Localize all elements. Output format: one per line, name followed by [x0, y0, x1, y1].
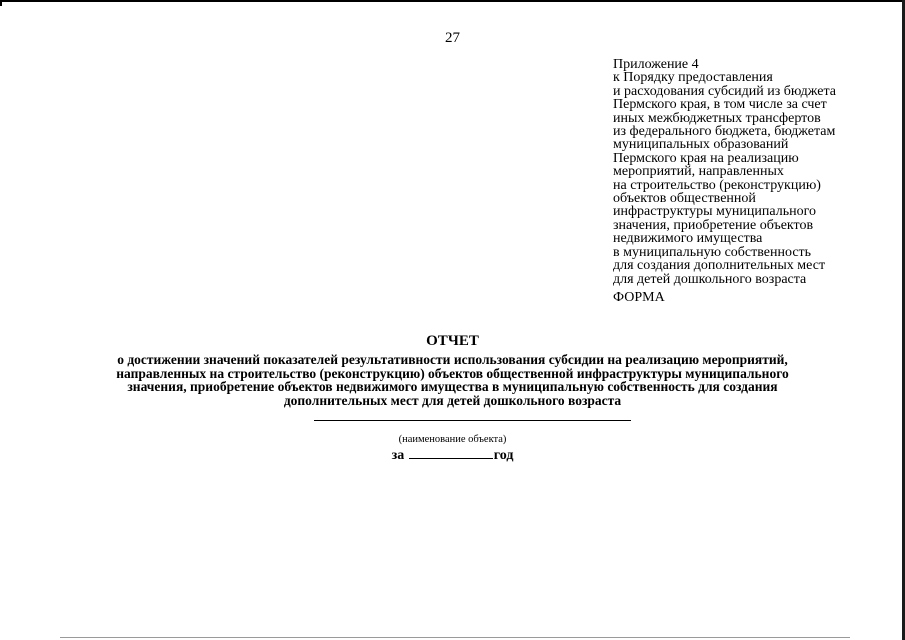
scan-bottom-border	[60, 637, 850, 638]
appendix-line: Пермского края на реализацию	[613, 150, 799, 166]
appendix-line: в муниципальную собственность	[613, 244, 812, 260]
appendix-line: недвижимого имущества	[613, 231, 763, 247]
report-subtitle-line: направленных на строительство (реконструкцию) объектов общественной инфраструктуры муниципального	[116, 365, 789, 381]
report-period	[0, 446, 905, 464]
appendix-line: для детей дошкольного возраста	[613, 271, 807, 287]
scan-left-mark	[0, 0, 2, 6]
appendix-block	[613, 58, 883, 286]
report-subtitle-line: значения, приобретение объектов недвижимого имущества в муниципальную собственность для создания	[127, 379, 778, 395]
appendix-line: объектов общественной	[613, 191, 756, 207]
report-subtitle	[60, 353, 845, 407]
appendix-line: Приложение 4	[613, 57, 699, 72]
appendix-line: значения, приобретение объектов	[613, 217, 814, 233]
page-number: 27	[445, 30, 460, 46]
report-title: ОТЧЕТ	[426, 333, 479, 349]
period-prefix: за	[391, 448, 405, 463]
period-suffix: год	[493, 448, 514, 463]
appendix-line: муниципальных образований	[613, 137, 789, 153]
report-subtitle-line: дополнительных мест для детей дошкольного возраста	[283, 392, 622, 408]
appendix-line: мероприятий, направленных	[613, 164, 784, 180]
object-name-blank	[314, 420, 631, 421]
period-year-blank	[409, 446, 493, 459]
appendix-line: Пермского края, в том числе за счет	[613, 97, 827, 113]
appendix-line: и расходования субсидий из бюджета	[613, 83, 836, 99]
appendix-line: на строительство (реконструкцию)	[613, 177, 821, 193]
form-label: ФОРМА	[613, 290, 665, 305]
report-subtitle-line: о достижении значений показателей результативности использования субсидии на реализацию мероприятий,	[117, 352, 788, 367]
scan-top-border	[0, 0, 905, 2]
appendix-line: инфраструктуры муниципального	[613, 204, 816, 220]
object-name-caption: (наименование объекта)	[398, 434, 507, 445]
appendix-line: для создания дополнительных мест	[613, 258, 826, 274]
appendix-line: к Порядку предоставления	[613, 70, 773, 86]
appendix-line: из федерального бюджета, бюджетам	[613, 124, 836, 140]
appendix-line: иных межбюджетных трансфертов	[613, 110, 821, 126]
